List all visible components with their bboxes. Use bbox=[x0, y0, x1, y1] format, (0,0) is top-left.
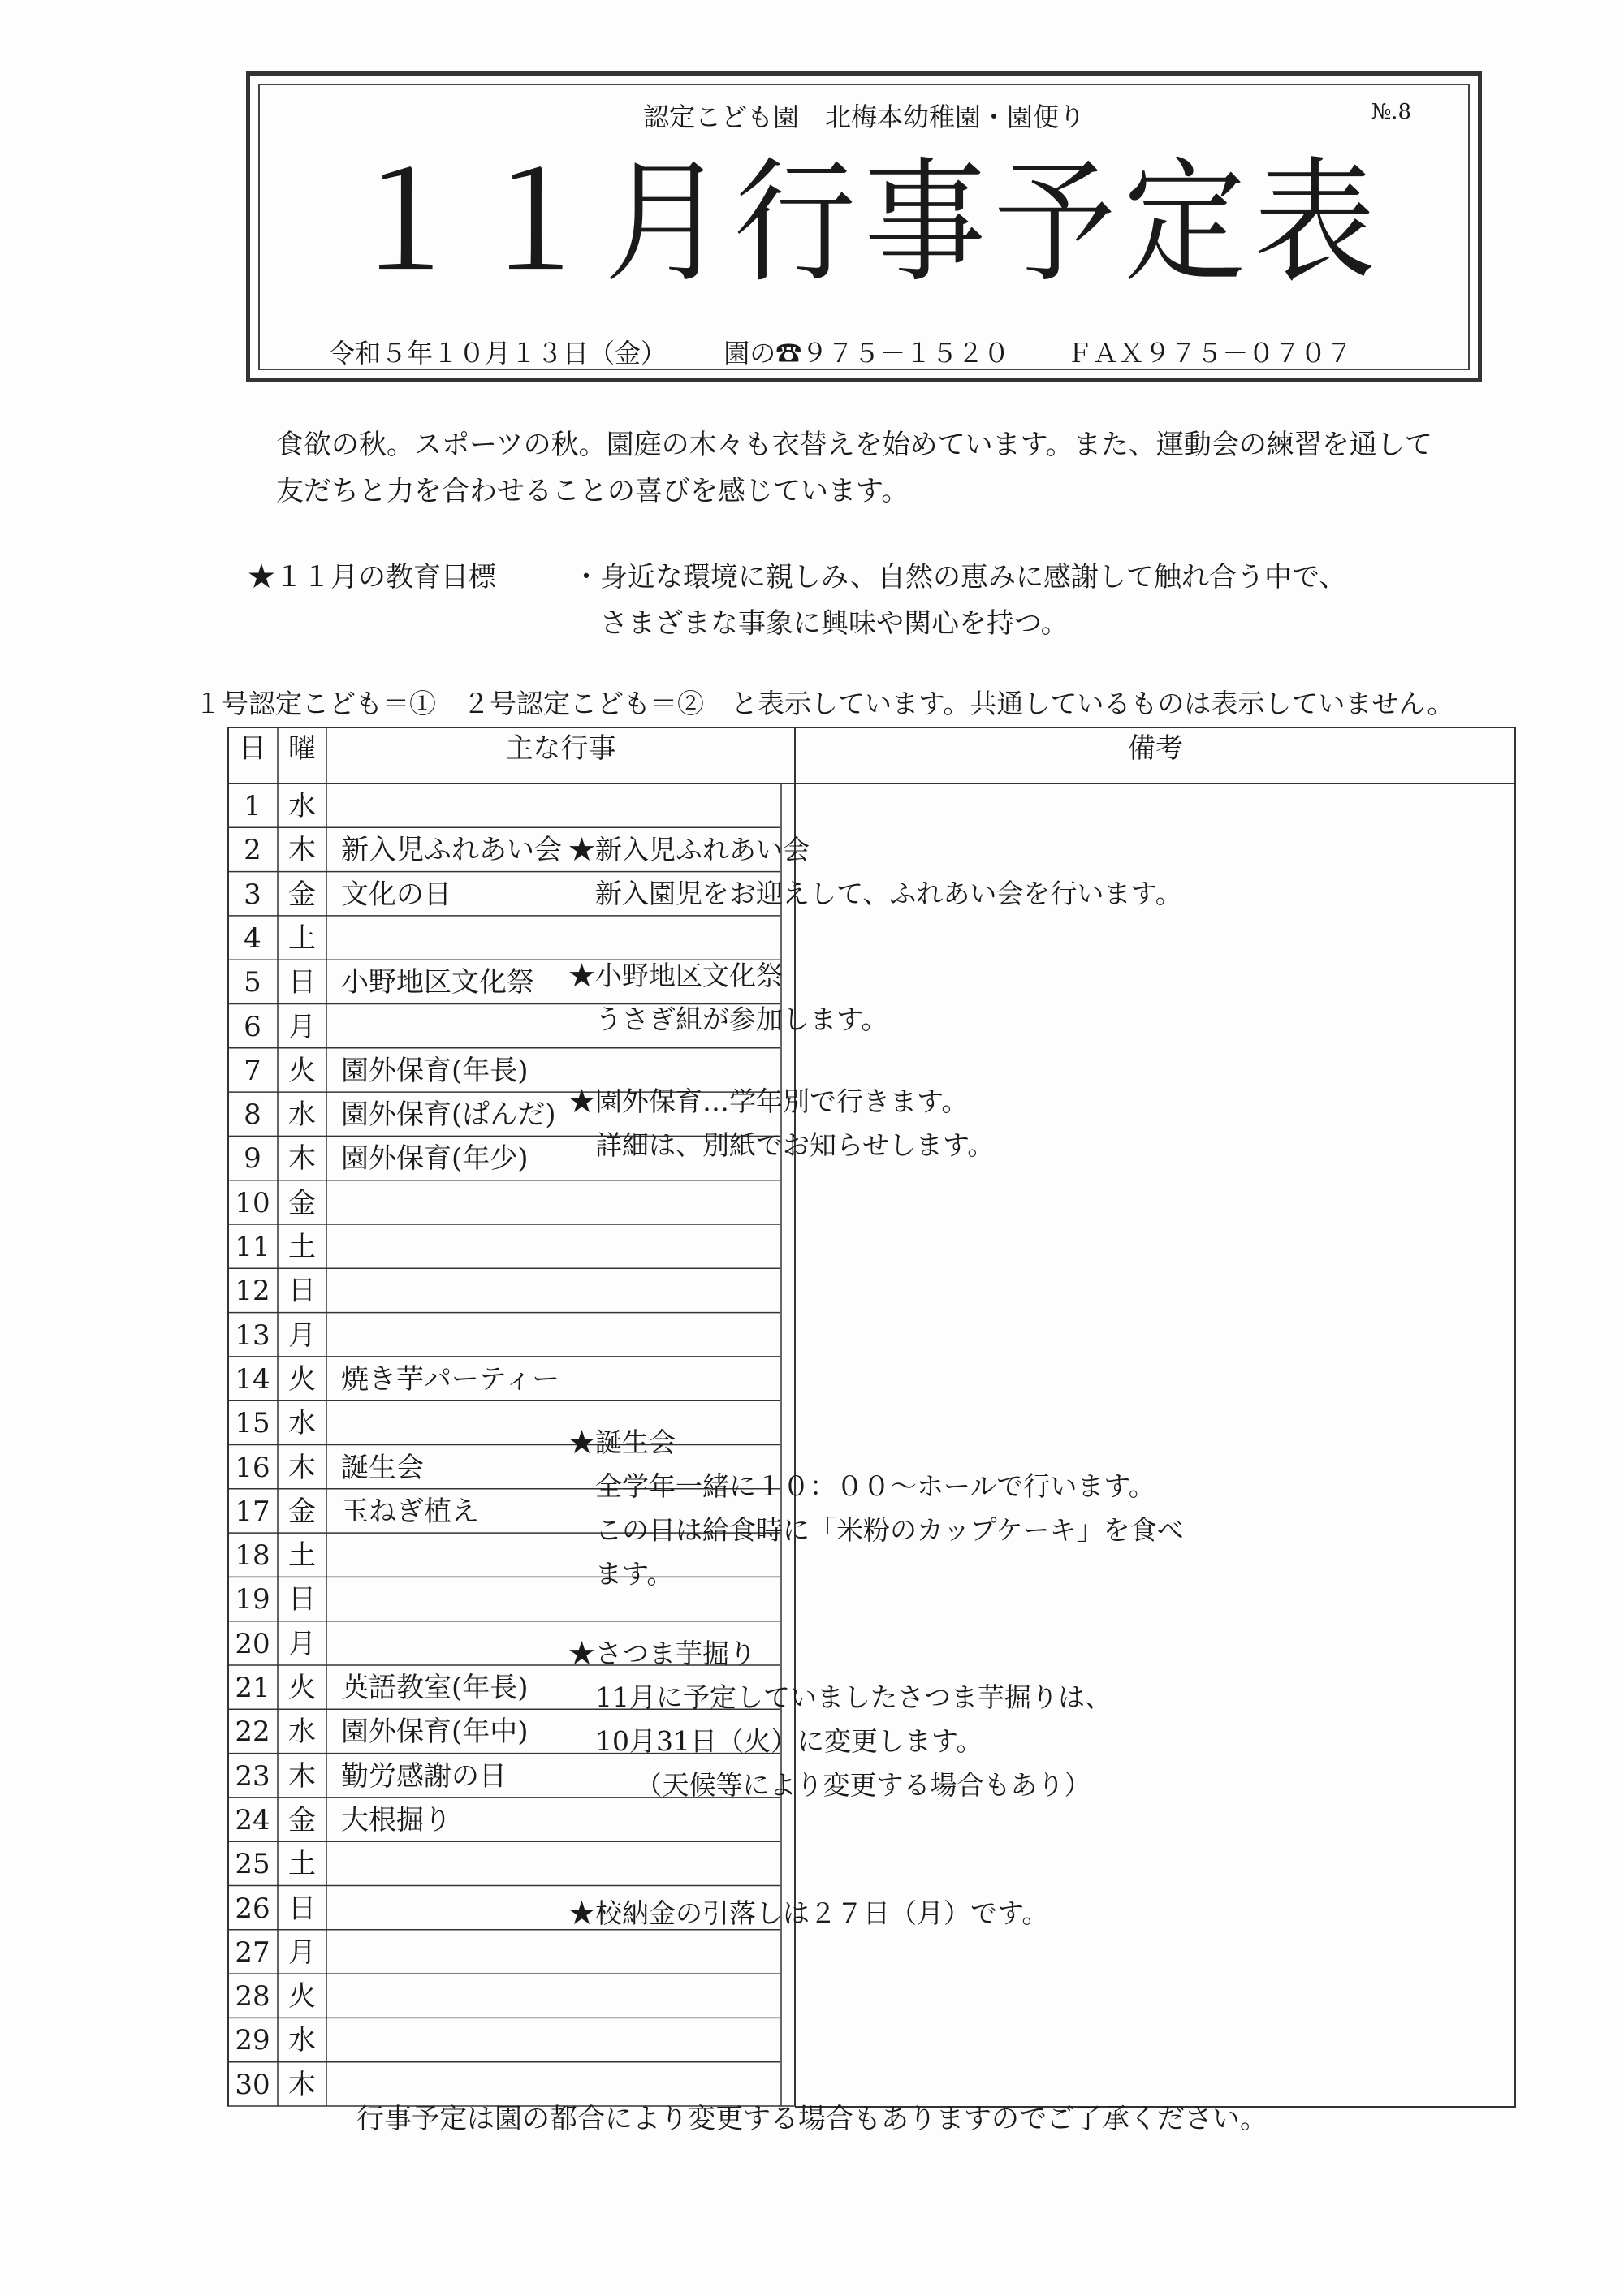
weekday-cell: 土 bbox=[288, 1231, 316, 1263]
weekday-cell: 金 bbox=[288, 1186, 316, 1219]
intro-line: 食欲の秋。スポーツの秋。園庭の木々も衣替えを始めています。また、運動会の練習を通して bbox=[276, 429, 1432, 461]
weekday-cell: 金 bbox=[288, 878, 316, 911]
weekday-cell: 月 bbox=[288, 1318, 316, 1352]
note-line: ★新入児ふれあい会 bbox=[568, 834, 810, 865]
note-block bbox=[568, 954, 1283, 1042]
note-line: 10月31日（火）に変更します。 bbox=[568, 1725, 983, 1757]
certification-legend: １号認定こども＝① ２号認定こども＝② と表示しています。共通しているものは表示していません。 bbox=[195, 688, 1454, 719]
note-line: （天候等により変更する場合もあり） bbox=[568, 1769, 1091, 1801]
event-cell: 小野地区文化祭 bbox=[341, 966, 534, 999]
weekday-cell: 火 bbox=[288, 1980, 316, 2013]
note-line: 全学年一緒に１０：００～ホールで行います。 bbox=[568, 1470, 1155, 1502]
weekday-cell: 日 bbox=[288, 1583, 316, 1616]
day-cell: 19 bbox=[235, 1583, 270, 1616]
weekday-cell: 水 bbox=[288, 1098, 316, 1132]
note-line: 11月に予定していましたさつま芋掘りは、 bbox=[568, 1681, 1112, 1713]
header-box bbox=[246, 71, 1482, 382]
intro-paragraph bbox=[276, 422, 1527, 515]
event-cell: 玉ねぎ植え bbox=[341, 1495, 479, 1528]
day-cell: 22 bbox=[235, 1716, 270, 1749]
day-cell: 20 bbox=[235, 1627, 270, 1660]
header-event: 主な行事 bbox=[505, 732, 616, 765]
event-cell: 誕生会 bbox=[341, 1451, 424, 1484]
event-cell: 園外保育(ぱんだ) bbox=[341, 1098, 556, 1132]
day-cell: 10 bbox=[235, 1186, 270, 1219]
event-cell: 大根掘り bbox=[341, 1803, 451, 1836]
header-notes: 備考 bbox=[1128, 732, 1183, 765]
note-line: ます。 bbox=[568, 1558, 674, 1590]
day-cell: 12 bbox=[235, 1275, 270, 1308]
goal-label: ★１１月の教育目標 bbox=[248, 561, 496, 593]
day-cell: 5 bbox=[244, 966, 261, 999]
note-line: 詳細は、別紙でお知らせします。 bbox=[568, 1129, 995, 1161]
event-cell: 英語教室(年長) bbox=[341, 1672, 529, 1704]
weekday-cell: 日 bbox=[288, 1892, 316, 1925]
note-block bbox=[568, 1421, 1283, 1596]
day-cell: 14 bbox=[235, 1362, 270, 1396]
event-cell: 文化の日 bbox=[341, 878, 451, 911]
weekday-cell: 木 bbox=[288, 1142, 316, 1176]
note-line: ★さつま芋掘り bbox=[568, 1638, 756, 1669]
day-cell: 9 bbox=[244, 1142, 261, 1176]
weekday-cell: 水 bbox=[288, 2024, 316, 2057]
day-cell: 7 bbox=[244, 1054, 261, 1087]
page-title: １１月行事予定表 bbox=[343, 145, 1384, 301]
weekday-cell: 日 bbox=[288, 1275, 316, 1308]
day-cell: 28 bbox=[235, 1980, 270, 2013]
weekday-cell: 日 bbox=[288, 966, 316, 999]
header-weekday: 曜 bbox=[288, 732, 316, 765]
event-cell: 勤労感謝の日 bbox=[341, 1759, 507, 1793]
weekday-cell: 月 bbox=[288, 1936, 316, 1969]
day-cell: 24 bbox=[235, 1803, 270, 1836]
day-cell: 30 bbox=[235, 2068, 270, 2101]
weekday-cell: 火 bbox=[288, 1362, 316, 1396]
day-cell: 21 bbox=[235, 1672, 270, 1704]
weekday-cell: 木 bbox=[288, 2068, 316, 2101]
school-name: 認定こども園 北梅本幼稚園・園便り bbox=[642, 101, 1085, 132]
note-block bbox=[568, 828, 1283, 916]
note-line: ★小野地区文化祭 bbox=[568, 960, 783, 991]
day-cell: 16 bbox=[235, 1451, 270, 1484]
day-cell: 26 bbox=[235, 1892, 270, 1925]
day-cell: 8 bbox=[244, 1098, 261, 1132]
weekday-cell: 土 bbox=[288, 921, 316, 955]
event-cell: 園外保育(年中) bbox=[341, 1716, 529, 1749]
weekday-cell: 木 bbox=[288, 1451, 316, 1484]
day-cell: 18 bbox=[235, 1539, 270, 1573]
header-day: 日 bbox=[239, 732, 266, 765]
day-cell: 11 bbox=[235, 1231, 270, 1263]
day-cell: 25 bbox=[235, 1848, 270, 1881]
goal-text bbox=[572, 555, 1547, 647]
day-cell: 4 bbox=[244, 921, 261, 955]
event-cell: 焼き芋パーティー bbox=[341, 1362, 560, 1396]
event-cell: 新入児ふれあい会 bbox=[341, 834, 562, 867]
footer-note: 行事予定は園の都合により変更する場合もありますのでご了承ください。 bbox=[356, 2103, 1268, 2135]
goal-line: さまざまな事象に興味や関心を持つ。 bbox=[600, 607, 1069, 640]
weekday-cell: 火 bbox=[288, 1672, 316, 1704]
intro-line: 友だちと力を合わせることの喜びを感じています。 bbox=[276, 475, 909, 507]
note-block bbox=[568, 1892, 1283, 1936]
issue-number: №.8 bbox=[1371, 100, 1411, 124]
issue-date: 令和５年１０月１３日（金） bbox=[329, 338, 667, 369]
note-line: ★園外保育…学年別で行きます。 bbox=[568, 1085, 969, 1117]
weekday-cell: 土 bbox=[288, 1848, 316, 1881]
weekday-cell: 月 bbox=[288, 1627, 316, 1660]
note-line: 新入園児をお迎えして、ふれあい会を行います。 bbox=[568, 878, 1182, 909]
day-cell: 2 bbox=[244, 834, 261, 867]
weekday-cell: 火 bbox=[288, 1054, 316, 1087]
weekday-cell: 金 bbox=[288, 1803, 316, 1836]
contact-line bbox=[329, 333, 1401, 370]
day-cell: 29 bbox=[235, 2024, 270, 2057]
day-cell: 6 bbox=[244, 1010, 261, 1043]
note-line: ★校納金の引落しは２７日（月）です。 bbox=[568, 1897, 1049, 1929]
fax-number: ＦＡＸ９７５－０７０７ bbox=[1066, 338, 1353, 369]
phone-number: 園の☎９７５－１５２０ bbox=[723, 338, 1010, 369]
day-cell: 1 bbox=[244, 790, 261, 822]
weekday-cell: 水 bbox=[288, 790, 316, 822]
weekday-cell: 金 bbox=[288, 1495, 316, 1528]
note-line: この日は給食時に「米粉のカップケーキ」を食べ bbox=[568, 1514, 1184, 1546]
day-cell: 17 bbox=[235, 1495, 270, 1528]
weekday-cell: 木 bbox=[288, 834, 316, 867]
note-line: ★誕生会 bbox=[568, 1426, 676, 1458]
day-cell: 15 bbox=[235, 1407, 270, 1440]
weekday-cell: 水 bbox=[288, 1407, 316, 1440]
weekday-cell: 木 bbox=[288, 1759, 316, 1793]
header-inner-frame bbox=[258, 84, 1470, 370]
weekday-cell: 月 bbox=[288, 1010, 316, 1043]
day-cell: 23 bbox=[235, 1759, 270, 1793]
day-cell: 3 bbox=[244, 878, 261, 911]
event-cell: 園外保育(年少) bbox=[341, 1142, 529, 1176]
goal-line: ・身近な環境に親しみ、自然の恵みに感謝して触れ合う中で、 bbox=[572, 561, 1347, 593]
weekday-cell: 土 bbox=[288, 1539, 316, 1573]
note-block bbox=[568, 1080, 1283, 1167]
note-line: うさぎ組が参加します。 bbox=[568, 1003, 888, 1035]
event-cell: 園外保育(年長) bbox=[341, 1054, 529, 1087]
weekday-cell: 水 bbox=[288, 1716, 316, 1749]
day-cell: 27 bbox=[235, 1936, 270, 1969]
note-block bbox=[568, 1632, 1283, 1807]
day-cell: 13 bbox=[235, 1318, 270, 1352]
